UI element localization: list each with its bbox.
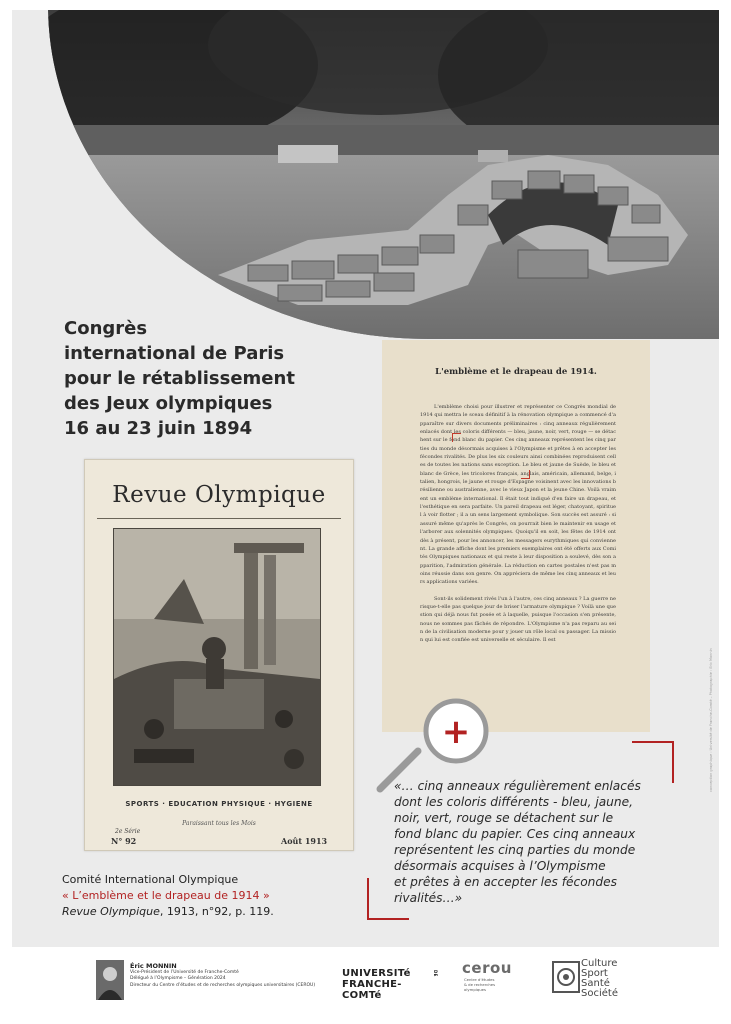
css-line: Sport: [581, 968, 608, 979]
quote-line: dont les coloris différents - bleu, jaune,: [394, 795, 633, 809]
article-body: [420, 403, 616, 723]
title-line: pour le rétablissement: [64, 368, 295, 389]
css-wordmark: [581, 959, 618, 999]
author-name: Éric MONNIN: [130, 962, 177, 970]
ufc-line: UNIVERSITé: [342, 968, 411, 979]
article-paragraph: L'emblème choisi pour illustrer et représenter ce Congrès mondial de 1914 qui mettra le sceau définitif à la rénovation olympique a commencé d'apparaître sur divers documents préliminaires : cinq anneaux régulièrement enlacés dont les coloris différents — bleu, jaune, noir, vert, rouge — se détachent sur le fond blanc du papier. Ces cinq anneaux représentent les cinq parties du monde désormais acquises à l'Olympisme et prêtes à en accepter les fécondes rivalités. De plus les six couleurs ainsi combinées reproduisent celles de toutes les nations sans exception. Le bleu et jaune de Suède, le bleu et blanc de Grèce, les tricolores français, anglais, américain, allemand, belge, italien, hongrois, le jaune et rouge d'Espagne voisinent avec les innovations brésilienne ou australienne, avec le vieux Japon et la jeune Chine. Voilà vraiment un emblème international. Il était tout indiqué d'en faire un drapeau, et l'esthétique en sera parfaite. Un pareil drapeau est léger, chatoyant, spirituel à voir flotter ; il a un sens largement symbolique. Son succès est assuré : si assuré même qu'après le Congrès, on pourrait bien le maintenir en usage et l'arborer aux solennités olympiques. Quoiqu'il en soit, les fêtes de 1914 ont dès à présent, pour les annoncer, les messagers eurythmiques qui conviennent. La grande affiche dont les premiers exemplaires ont été offerts aux Comités Olympiques nationaux et qui reste à leur disposition a soulevé, dès son apparition, l'admiration générale. La réduction en cartes postales n'est pas moins réussie dans son genre. On appréciera de même les cinq anneaux et leurs applications variées.: [420, 404, 616, 586]
cerou-subtitle: olympiques: [464, 987, 486, 992]
article-title: L'emblème et le drapeau de 1914.: [435, 367, 597, 377]
revue-divider: [97, 518, 341, 519]
css-line: Société: [581, 988, 618, 999]
css-emblem-graphic: [554, 963, 578, 991]
magnifier-plus-icon: +: [441, 712, 471, 752]
revue-illustration: [113, 528, 321, 786]
olympia-ruins-photo: [48, 10, 719, 339]
quote-bracket-top-right: [632, 741, 674, 783]
css-line: Santé: [581, 978, 610, 989]
ufc-de: DE: [433, 970, 438, 977]
highlight-end-mark: [521, 470, 530, 479]
caption-source-details: , 1913, n°92, p. 119.: [159, 905, 274, 918]
revue-frequency: Paraissant tous les Mois: [182, 820, 256, 827]
revue-title: Revue Olympique: [112, 482, 326, 508]
pull-quote: [394, 778, 664, 906]
author-role: Délégué à l’Olympisme – Génération 2024: [130, 976, 226, 981]
title-line: international de Paris: [64, 343, 285, 364]
author-role: Vice-Président de l’Université de Franche-Comté: [130, 969, 239, 975]
css-line: Culture: [581, 958, 618, 969]
page-title: [64, 316, 364, 441]
author-role: Directeur du Centre d’études et de recherches olympiques universitaires (CEROU): [130, 982, 316, 988]
quote-line: rivalités…»: [394, 891, 463, 905]
revue-engraving: [114, 529, 320, 785]
cerou-subtitle: & de recherches: [464, 982, 496, 987]
image-caption: [62, 872, 362, 920]
quote-line: et prêtes à en accepter les fécondes: [394, 875, 617, 889]
article-page: [382, 340, 650, 732]
ruins-illustration: [48, 10, 719, 339]
title-line: Congrès: [64, 318, 148, 339]
quote-line: représentent les cinq parties du monde: [394, 843, 636, 857]
caption-source-journal: Revue Olympique: [62, 905, 160, 918]
article-paragraph: Sont-ils solidement rivés l'un à l'autre, ces cinq anneaux ? La guerre ne risque-t-elle pas quelque jour de briser l'armature olympique ? Voilà une question qui déjà nous fut posée et à laquelle, puisque l'occasion s'en présente, nous ne sommes pas fâchés de répondre. L'Olympisme n'a pas reparu au sein de la civilisation moderne pour y jouer un rôle local ou passager. La mission qui lui est confiée est universelle et séculaire. Il est: [420, 595, 616, 644]
quote-line: fond blanc du papier. Ces cinq anneaux: [394, 827, 636, 841]
design-credit: conception graphique : Université de Franche-Comté – Photographie : Eric Monnin: [709, 648, 713, 792]
avatar: [96, 960, 124, 1000]
culture-sport-sante-societe-logo: [552, 959, 632, 999]
poster: [12, 10, 719, 947]
author-info: [130, 963, 345, 989]
cerou-logo: [462, 959, 542, 992]
footer: [0, 947, 731, 1024]
universite-franche-comte-logo: [342, 968, 438, 1001]
title-line: 16 au 23 juin 1894: [64, 418, 253, 439]
quote-line: désormais acquises à l’Olympisme: [394, 859, 606, 873]
revue-issue-date: Août 1913: [281, 836, 328, 846]
quote-line: «… cinq anneaux régulièrement enlacés: [394, 779, 641, 793]
css-emblem-icon: [552, 961, 580, 993]
revue-series: 2e Série: [115, 828, 141, 835]
highlight-start-mark: [452, 433, 461, 442]
revue-olympique-cover: [84, 459, 354, 851]
quote-line: noir, vert, rouge se détachent sur le: [394, 811, 614, 825]
ufc-line: FRANCHE-COMTé: [342, 979, 402, 1001]
portrait-graphic: [96, 960, 124, 1000]
revue-issue-number: N° 92: [111, 836, 137, 846]
caption-source: [62, 904, 362, 920]
cerou-subtitle: Centre d’études: [464, 977, 495, 982]
title-line: des Jeux olympiques: [64, 393, 273, 414]
revue-subtitle: SPORTS · EDUCATION PHYSIQUE · HYGIENE: [125, 800, 313, 808]
caption-organization: Comité International Olympique: [62, 873, 239, 886]
cerou-wordmark: cerou: [462, 959, 512, 977]
caption-article-title: « L’emblème et le drapeau de 1914 »: [62, 889, 270, 902]
